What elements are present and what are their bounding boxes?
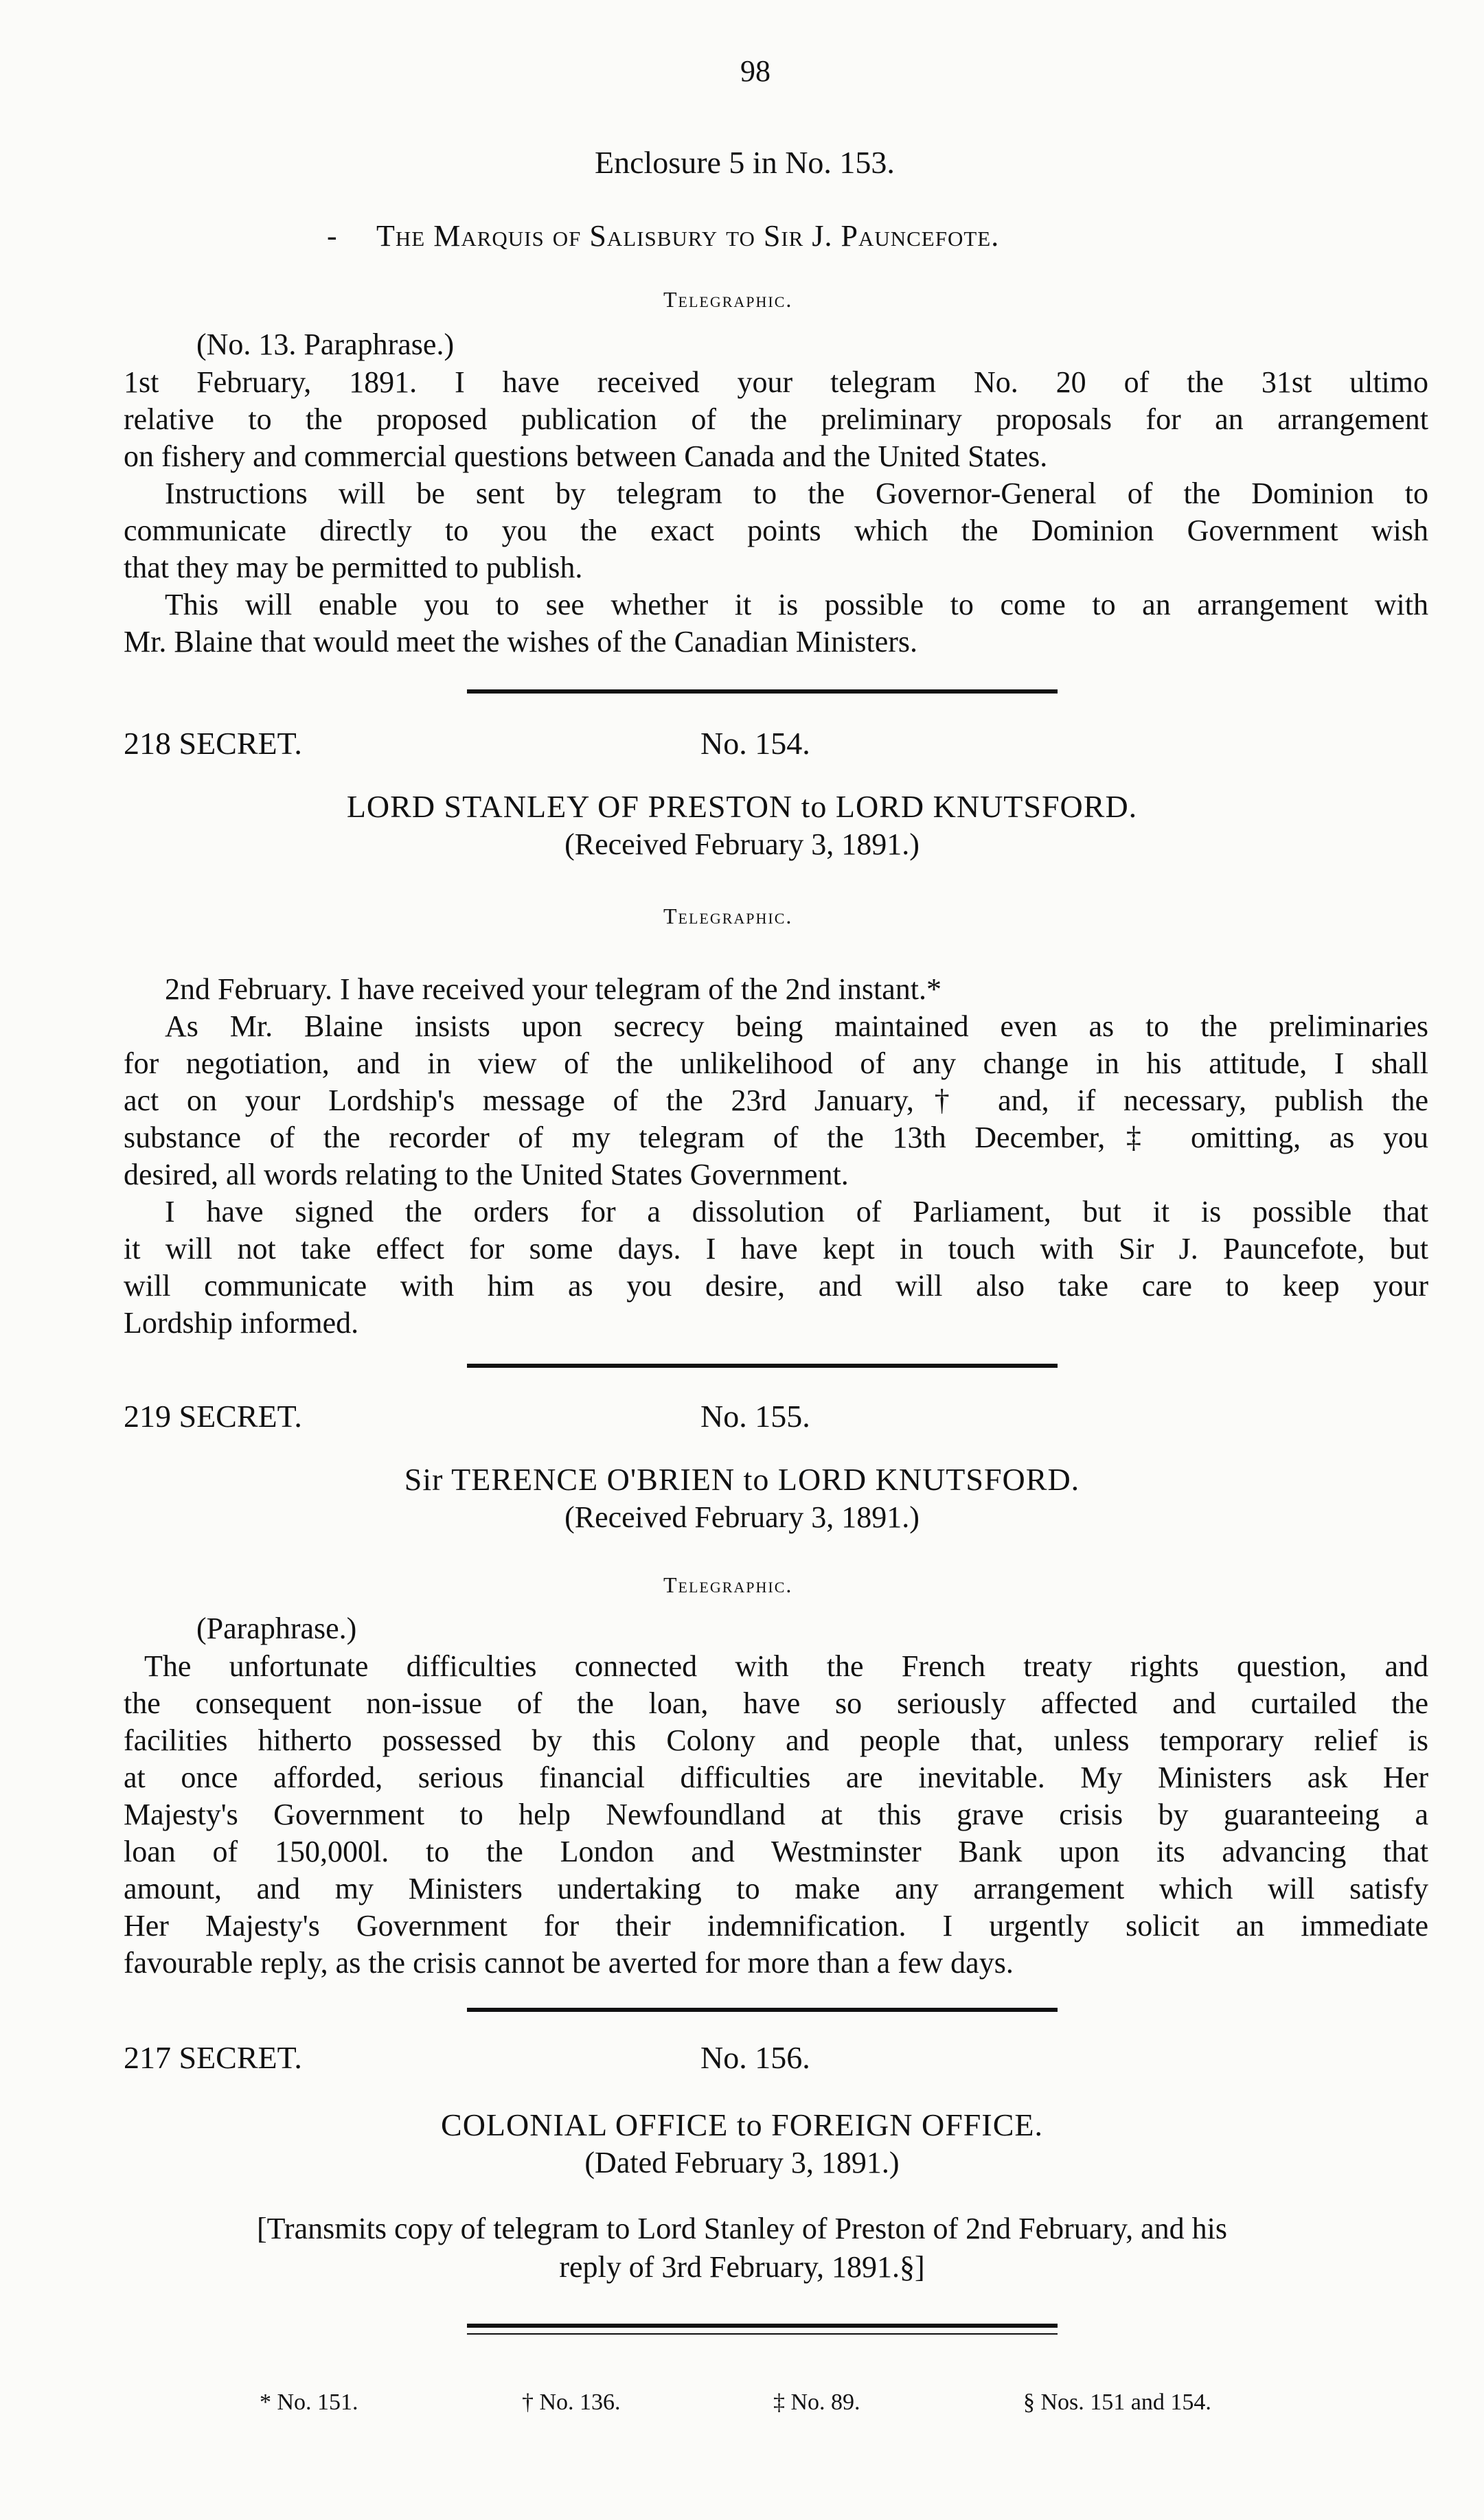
text-line: communicate directly to you the exact points which the Dominion Government wish <box>124 514 1428 547</box>
telegraphic-label: Telegraphic. <box>663 904 793 928</box>
text-line: 1st February, 1891. I have received your telegram No. 20 of the 31st ultimo <box>124 365 1428 399</box>
text-line: the consequent non-issue of the loan, have so seriously affected and curtailed the <box>124 1686 1428 1720</box>
text-line: facilities hitherto possessed by this Colony and people that, unless temporary relief is <box>124 1723 1428 1757</box>
text-line: desired, all words relating to the United States Government. <box>124 1158 849 1191</box>
section-divider <box>467 2008 1058 2012</box>
section-title: LORD STANLEY OF PRESTON to LORD KNUTSFORD. <box>346 789 1138 824</box>
document-reference: 218 SECRET. <box>124 726 302 761</box>
text-line: Instructions will be sent by telegram to the Governor-General of the Dominion to <box>165 477 1428 510</box>
text-line: for negotiation, and in view of the unlikelihood of any change in his attitude, I shall <box>124 1046 1428 1080</box>
dated-line: (Dated February 3, 1891.) <box>584 2146 900 2179</box>
text-line: it will not take effect for some days. I have kept in touch with Sir J. Pauncefote, but <box>124 1232 1428 1265</box>
received-date: (Received February 3, 1891.) <box>564 1500 920 1534</box>
document-number: No. 156. <box>700 2040 810 2075</box>
text-line: that they may be permitted to publish. <box>124 551 583 584</box>
text-line: This will enable you to see whether it is possible to come to an arrangement with <box>165 588 1428 621</box>
section-dash: - <box>327 219 337 253</box>
footnote: ‡ No. 89. <box>773 2390 860 2415</box>
footnote: * No. 151. <box>260 2390 358 2415</box>
paraphrase-note: (Paraphrase.) <box>196 1612 357 1645</box>
section-divider <box>467 689 1058 694</box>
section-title: COLONIAL OFFICE to FOREIGN OFFICE. <box>441 2107 1043 2142</box>
document-number: No. 155. <box>700 1399 810 1434</box>
text-line: on fishery and commercial questions between Canada and the United States. <box>124 439 1048 473</box>
footnote: § Nos. 151 and 154. <box>1023 2390 1211 2415</box>
document-reference: 217 SECRET. <box>124 2040 302 2075</box>
text-line: loan of 150,000l. to the London and Westminster Bank upon its advancing that <box>124 1835 1428 1868</box>
text-line: Her Majesty's Government for their indemnification. I urgently solicit an immediate <box>124 1909 1428 1943</box>
text-line: Majesty's Government to help Newfoundland at this grave crisis by guaranteeing a <box>124 1798 1428 1831</box>
document-reference: 219 SECRET. <box>124 1399 302 1434</box>
section-divider <box>467 1364 1058 1368</box>
enclosure-heading: Enclosure 5 in No. 153. <box>595 145 895 180</box>
text-line: will communicate with him as you desire, and will also take care to keep your <box>124 1269 1428 1303</box>
summary-line: reply of 3rd February, 1891.§] <box>559 2250 925 2284</box>
text-line: Mr. Blaine that would meet the wishes of the Canadian Ministers. <box>124 625 918 658</box>
telegraphic-label: Telegraphic. <box>663 1572 793 1597</box>
text-line: Lordship informed. <box>124 1306 359 1340</box>
text-line: favourable reply, as the crisis cannot be averted for more than a few days. <box>124 1946 1014 1980</box>
text-line: at once afforded, serious financial difficulties are inevitable. My Ministers ask Her <box>124 1761 1428 1794</box>
text-line: amount, and my Ministers undertaking to make any arrangement which will satisfy <box>124 1872 1428 1905</box>
text-line: I have signed the orders for a dissolution of Parliament, but it is possible that <box>165 1195 1428 1228</box>
footnote-divider <box>467 2324 1058 2328</box>
text-line: relative to the proposed publication of the preliminary proposals for an arrangement <box>124 402 1428 436</box>
section-title: Sir TERENCE O'BRIEN to LORD KNUTSFORD. <box>404 1462 1080 1497</box>
received-date: (Received February 3, 1891.) <box>564 827 920 861</box>
text-line: The unfortunate difficulties connected with the French treaty rights question, and <box>144 1649 1428 1683</box>
telegraphic-label: Telegraphic. <box>663 287 793 312</box>
paraphrase-note: (No. 13. Paraphrase.) <box>196 328 455 361</box>
footnote-divider-thin <box>467 2333 1058 2335</box>
document-number: No. 154. <box>700 726 810 761</box>
text-line: 2nd February. I have received your telegram of the 2nd instant.* <box>165 972 941 1006</box>
section-title: The Marquis of Salisbury to Sir J. Pauncefote. <box>376 219 1000 253</box>
footnote: † No. 136. <box>522 2390 621 2415</box>
text-line: act on your Lordship's message of the 23rd January,† and, if necessary, publish the <box>124 1084 1428 1117</box>
summary-line: [Transmits copy of telegram to Lord Stanley of Preston of 2nd February, and his <box>256 2212 1228 2245</box>
page-number: 98 <box>740 54 770 88</box>
text-line: As Mr. Blaine insists upon secrecy being maintained even as to the preliminaries <box>165 1009 1428 1043</box>
text-line: substance of the recorder of my telegram of the 13th December,‡ omitting, as you <box>124 1121 1428 1154</box>
